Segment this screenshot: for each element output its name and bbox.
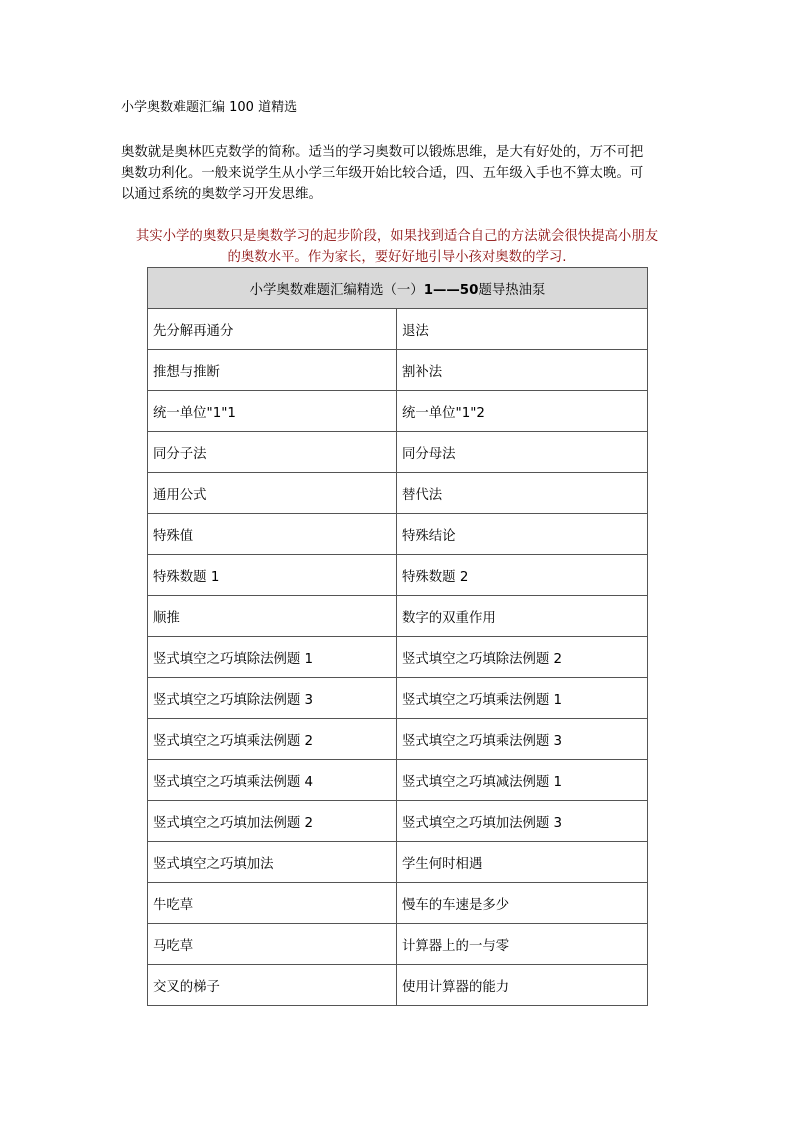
intro-line: 奥数功利化。一般来说学生从小学三年级开始比较合适，四、五年级入手也不算太晚。可 [121,166,644,181]
table-row [148,678,648,719]
table-header-cell [148,268,648,309]
table-row [148,473,648,514]
table-cell: 竖式填空之巧填乘法例题 1 [397,678,648,719]
table-cell: 统一单位"1"1 [148,391,397,432]
table-cell: 同分母法 [397,432,648,473]
table-row [148,350,648,391]
table-header-prefix: 小学奥数难题汇编精选（一） [249,282,424,298]
table-cell: 马吃草 [148,924,397,965]
table-cell: 竖式填空之巧填乘法例题 3 [397,719,648,760]
table-header-range: 1——50 [423,282,479,298]
document-title: 小学奥数难题汇编 100 道精选 [121,100,298,115]
topics-table [147,267,648,1006]
table-row [148,432,648,473]
table-cell: 慢车的车速是多少 [397,883,648,924]
table-row [148,801,648,842]
table-cell: 竖式填空之巧填乘法例题 4 [148,760,397,801]
table-cell: 交叉的梯子 [148,965,397,1006]
table-header-suffix: 题导热油泵 [478,282,546,298]
table-cell: 数字的双重作用 [397,596,648,637]
table-cell: 替代法 [397,473,648,514]
table-cell: 使用计算器的能力 [397,965,648,1006]
intro-line: 奥数就是奥林匹克数学的简称。适当的学习奥数可以锻炼思维，是大有好处的，万不可把 [121,145,644,160]
highlight-line: 其实小学的奥数只是奥数学习的起步阶段，如果找到适合自己的方法就会很快提高小朋友 [135,229,659,244]
table-cell: 通用公式 [148,473,397,514]
table-cell: 竖式填空之巧填除法例题 2 [397,637,648,678]
table-row [148,637,648,678]
table-cell: 竖式填空之巧填加法例题 3 [397,801,648,842]
table-cell: 特殊数题 1 [148,555,397,596]
table-row [148,924,648,965]
table-row [148,883,648,924]
table-cell: 顺推 [148,596,397,637]
table-cell: 竖式填空之巧填减法例题 1 [397,760,648,801]
table-cell: 先分解再通分 [148,309,397,350]
table-row [148,842,648,883]
table-cell: 学生何时相遇 [397,842,648,883]
table-row [148,965,648,1006]
intro-line: 以通过系统的奥数学习开发思维。 [121,187,322,202]
table-row [148,309,648,350]
table-row [148,555,648,596]
table-header-row [148,268,648,309]
table-cell: 竖式填空之巧填除法例题 1 [148,637,397,678]
highlight-line: 的奥数水平。作为家长，要好好地引导小孩对奥数的学习. [227,250,567,265]
table-row [148,596,648,637]
highlight-paragraph [110,226,684,268]
table-cell: 同分子法 [148,432,397,473]
table-cell: 统一单位"1"2 [397,391,648,432]
table-row [148,514,648,555]
table-cell: 推想与推断 [148,350,397,391]
table-cell: 特殊数题 2 [397,555,648,596]
table-cell: 割补法 [397,350,648,391]
table-cell: 竖式填空之巧填加法 [148,842,397,883]
table-cell: 竖式填空之巧填加法例题 2 [148,801,397,842]
table-cell: 竖式填空之巧填除法例题 3 [148,678,397,719]
table-row [148,719,648,760]
table-cell: 特殊值 [148,514,397,555]
table-cell: 特殊结论 [397,514,648,555]
table-row [148,760,648,801]
table-row [148,391,648,432]
table-cell: 竖式填空之巧填乘法例题 2 [148,719,397,760]
table-cell: 牛吃草 [148,883,397,924]
table-cell: 计算器上的一与零 [397,924,648,965]
table-cell: 退法 [397,309,648,350]
intro-paragraph [121,142,681,205]
